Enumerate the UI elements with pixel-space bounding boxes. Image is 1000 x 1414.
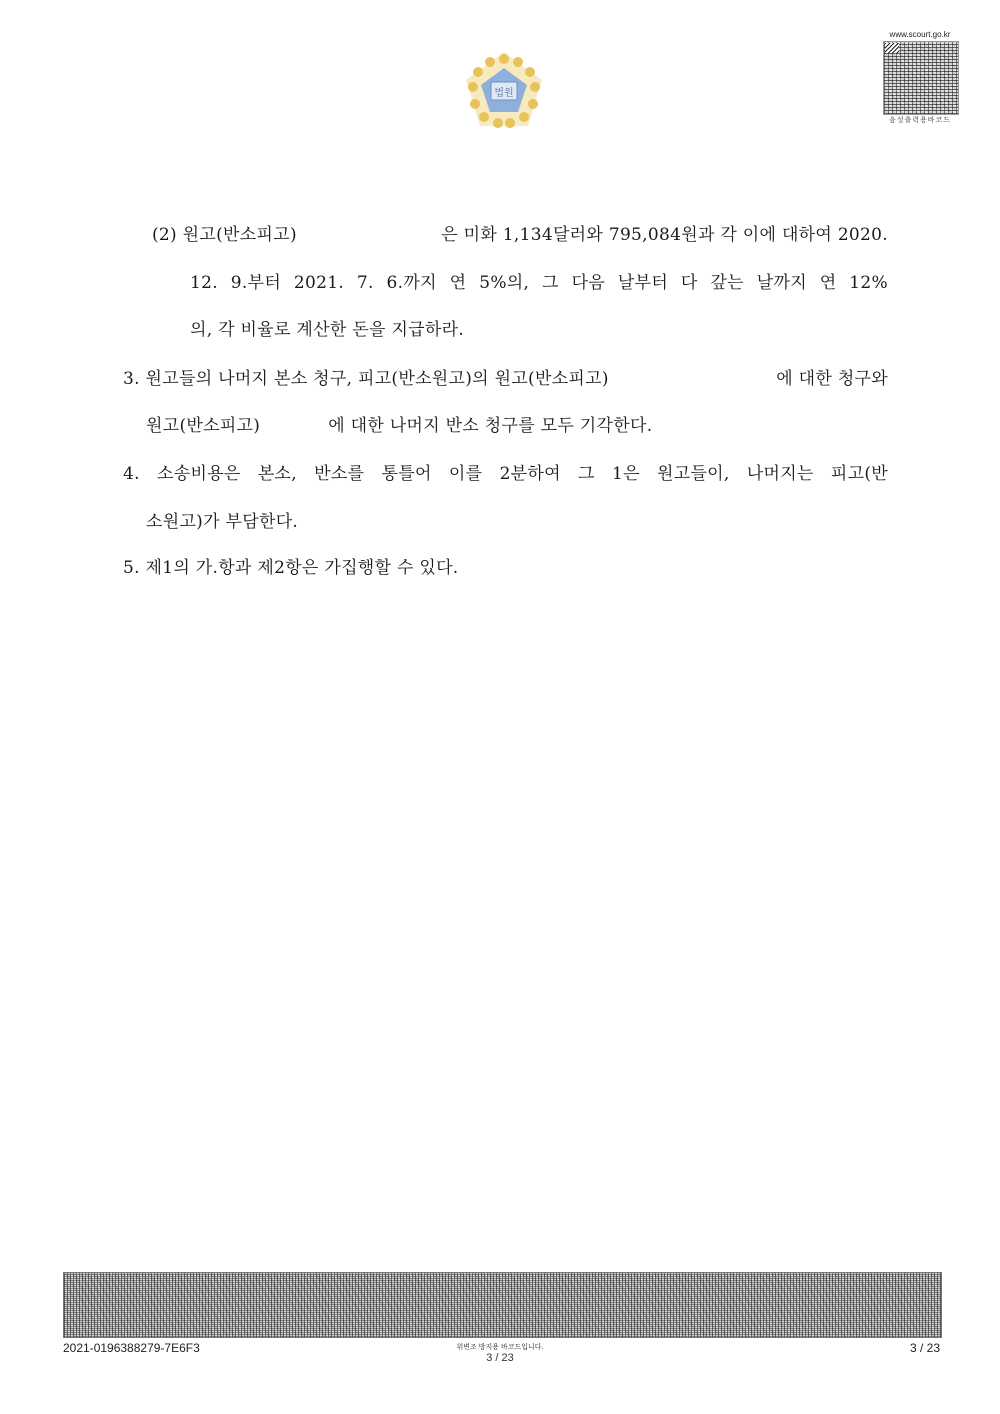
item-3-line-1-b: 에 대한 청구와 bbox=[776, 369, 888, 389]
page-number-center: 3 / 23 bbox=[486, 1352, 514, 1364]
item-5-line-1: 5. 제1의 가.항과 제2항은 가집행할 수 있다. bbox=[123, 558, 459, 578]
item-3-line-2-b: 에 대한 나머지 반소 청구를 모두 기각한다. bbox=[328, 416, 653, 436]
item-2-2-line-1 bbox=[152, 220, 888, 245]
item-4-line-2: 소원고)가 부담한다. bbox=[146, 512, 299, 532]
item-2-2-line-1-b: 은 미화 1,134달러와 795,084원과 각 이에 대하여 2020. bbox=[441, 225, 888, 245]
item-3-line-2 bbox=[146, 411, 652, 436]
item-3-line-1-a: 3. 원고들의 나머지 본소 청구, 피고(반소원고)의 원고(반소피고) bbox=[123, 369, 609, 389]
item-4-line-1: 4. 소송비용은 본소, 반소를 통틀어 이를 2분하여 그 1은 원고들이, 나머지는 피고(반 bbox=[123, 464, 888, 484]
document-id: 2021-0196388279-7E6F3 bbox=[63, 1341, 200, 1355]
qr-stripe-icon bbox=[885, 43, 899, 53]
seal-text: 법원 bbox=[494, 88, 514, 99]
item-2-2-line-2: 12. 9.부터 2021. 7. 6.까지 연 5%의, 그 다음 날부터 다 갚는 날까지 연 12% bbox=[190, 273, 888, 293]
item-2-2-line-3: 의, 각 비율로 계산한 돈을 지급하라. bbox=[190, 320, 465, 340]
qr-caption: 음성출력용바코드 bbox=[888, 117, 952, 124]
court-seal-logo bbox=[463, 48, 545, 134]
barcode-note: 위변조 방지용 바코드입니다. bbox=[456, 1344, 544, 1351]
item-3-line-2-a: 원고(반소피고) bbox=[146, 416, 261, 436]
item-2-2-line-1-a: (2) 원고(반소피고) bbox=[152, 225, 297, 245]
item-3-line-1 bbox=[123, 364, 888, 389]
page-number-right: 3 / 23 bbox=[909, 1341, 940, 1355]
qr-url-text: www.scourt.go.kr bbox=[889, 30, 951, 39]
anti-forgery-barcode bbox=[63, 1272, 942, 1338]
